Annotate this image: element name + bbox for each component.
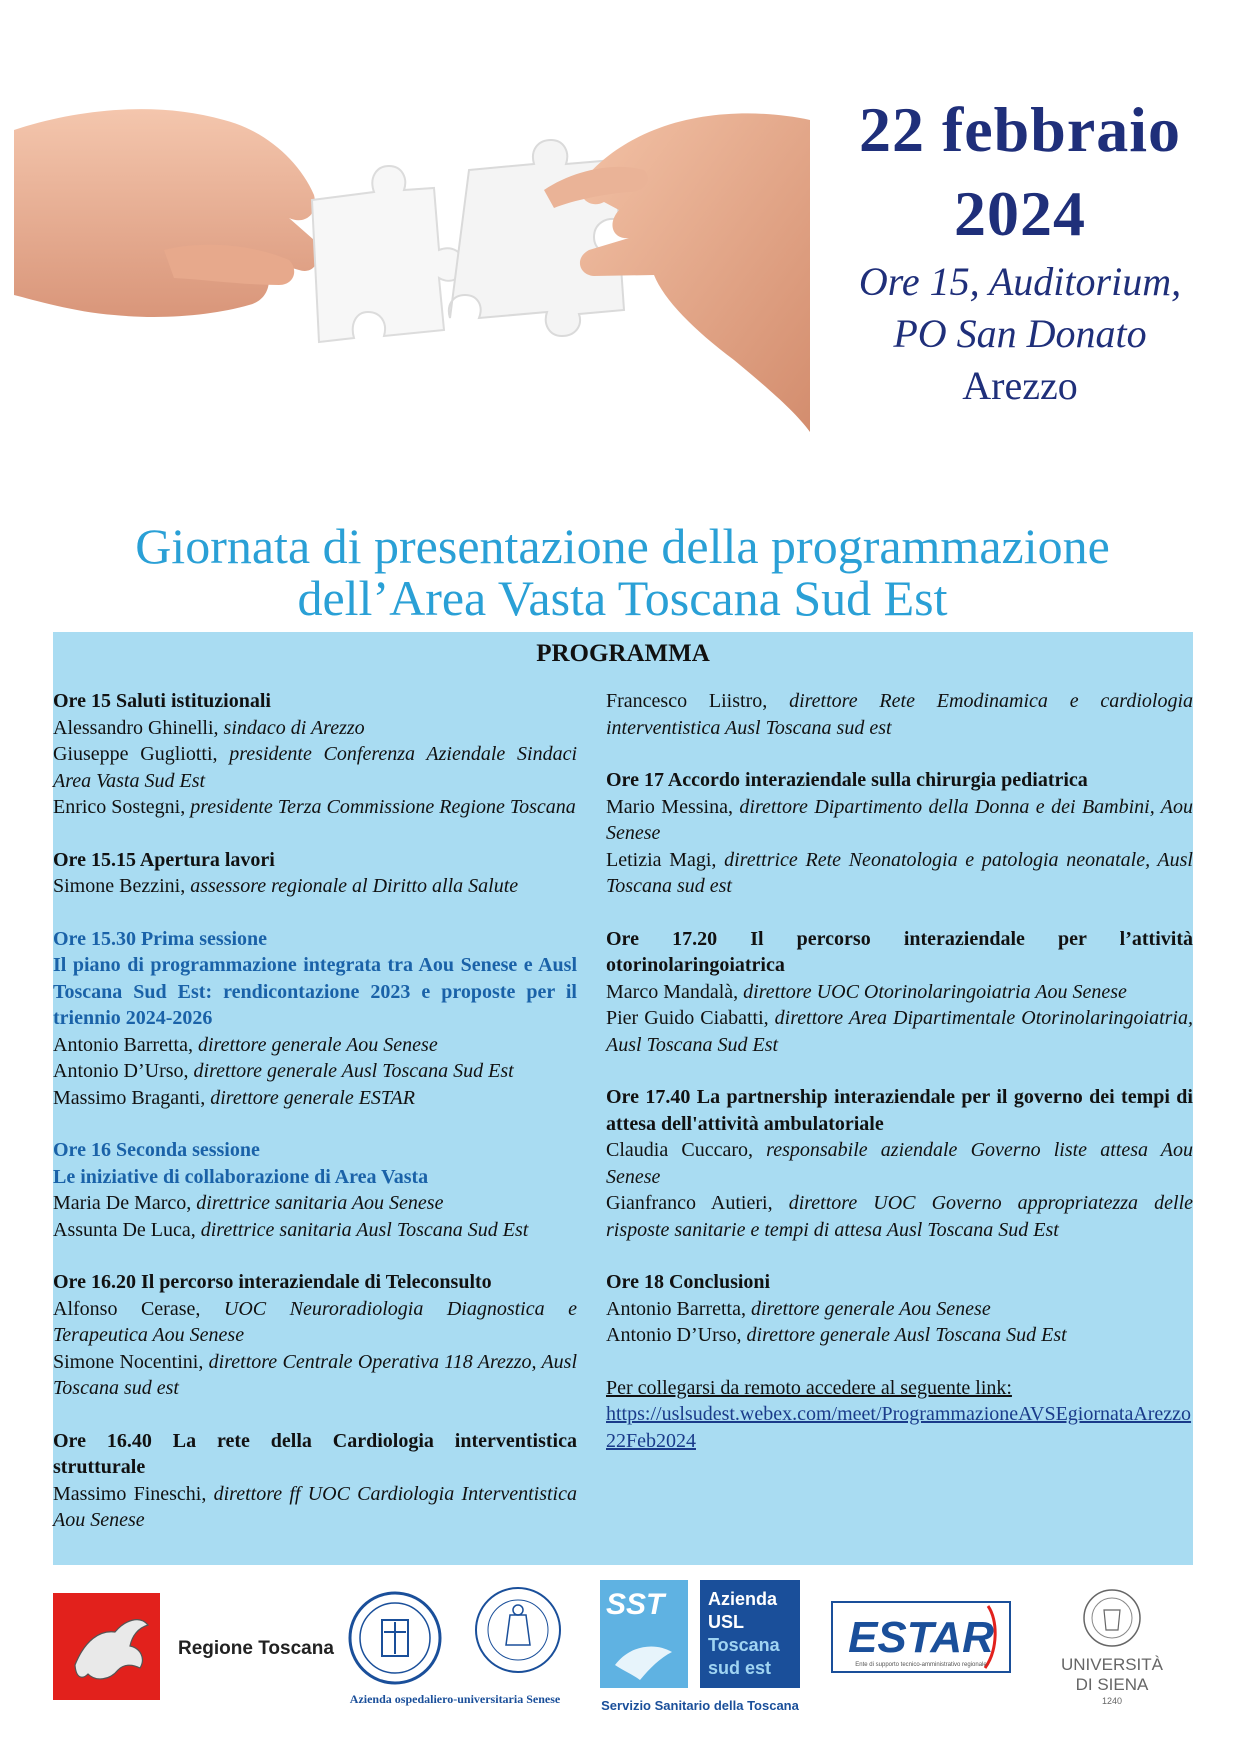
remote-link-url[interactable]: https://uslsudest.webex.com/meet/ProgrammazioneAVSEgiornataArezzo22Feb2024	[606, 1403, 1192, 1452]
speaker-line	[606, 1190, 1193, 1243]
programme-session	[53, 926, 577, 1112]
session-heading: Ore 15 Saluti istituzionali	[53, 690, 271, 712]
speaker-line	[53, 1296, 577, 1349]
estar-caption: Ente di supporto tecnico-amministrativo regionale	[855, 1662, 987, 1668]
speaker-name: Gianfranco Autieri,	[606, 1192, 789, 1214]
speaker-name: Assunta De Luca,	[53, 1218, 201, 1241]
speaker-role: direttrice sanitaria Ausl Toscana Sud Est	[200, 1218, 529, 1241]
sst-caption: Servizio Sanitario della Toscana	[601, 1698, 799, 1713]
speaker-line	[53, 1190, 577, 1217]
page-title	[40, 520, 1205, 624]
session-subheading: Il piano di programmazione integrata tra Aou Senese e Ausl Toscana Sud Est: rendicontazione 2023 e proposte per il triennio 2024-2026	[53, 954, 577, 1029]
session-heading: Ore 17.40 La partnership interaziendale per il governo dei tempi di attesa dell'attività ambulatoriale	[606, 1086, 1193, 1135]
event-city: Arezzo	[962, 363, 1078, 408]
speaker-name: Claudia Cuccaro,	[606, 1139, 767, 1161]
session-heading: Ore 18 Conclusioni	[606, 1271, 771, 1293]
page-title-line2: dell’Area Vasta Toscana Sud Est	[297, 570, 948, 626]
regione-toscana-label: Regione Toscana	[178, 1638, 334, 1659]
speaker-line	[53, 741, 577, 794]
programme-session	[606, 1084, 1193, 1243]
session-heading: Ore 16.20 Il percorso interaziendale di Teleconsulto	[53, 1271, 492, 1293]
puzzle-piece-left	[312, 166, 464, 342]
speaker-name: Simone Nocentini,	[53, 1350, 209, 1373]
speaker-role: direttore ff UOC Cardiologia Interventistica Aou Senese	[53, 1482, 577, 1531]
speaker-name: Antonio D’Urso,	[53, 1060, 194, 1082]
unisi-line-2: DI SIENA	[1075, 1675, 1149, 1694]
programme-session	[53, 1428, 577, 1534]
regione-toscana-logo	[53, 1593, 334, 1700]
programme-session	[53, 1269, 577, 1402]
speaker-role: direttrice sanitaria Aou Senese	[196, 1192, 444, 1214]
speaker-role: direttore UOC Otorinolaringoiatria Aou Senese	[743, 980, 1127, 1003]
speaker-line	[53, 794, 577, 821]
usl-line-3: Toscana	[708, 1635, 780, 1655]
speaker-name: Francesco Liistro,	[606, 690, 790, 712]
programme-session	[606, 926, 1193, 1059]
session-heading: Ore 15.15 Apertura lavori	[53, 848, 275, 871]
speaker-role: direttore Centrale Operativa 118 Arezzo, Ausl Toscana sud est	[53, 1350, 578, 1399]
unisi-year: 1240	[1101, 1696, 1123, 1706]
speaker-name: Antonio D’Urso,	[606, 1324, 747, 1346]
session-heading: Ore 16.40 La rete della Cardiologia interventistica strutturale	[53, 1429, 577, 1478]
universita-siena-logo	[1061, 1590, 1164, 1706]
aou-senese-logo	[350, 1588, 561, 1706]
sst-abbreviation: SST	[606, 1588, 665, 1621]
remote-link-intro: Per collegarsi da remoto accedere al seguente link:	[606, 1376, 1012, 1399]
programme-session	[53, 688, 577, 821]
speaker-name: Giuseppe Gugliotti,	[53, 743, 230, 765]
programme-session	[53, 847, 577, 900]
speaker-line	[53, 1085, 577, 1112]
session-heading: Ore 17 Accordo interaziendale sulla chirurgia pediatrica	[606, 769, 1088, 791]
speaker-line	[606, 688, 1193, 741]
speaker-role: direttrice Rete Neonatologia e patologia neonatale, Ausl Toscana sud est	[606, 848, 1193, 897]
speaker-role: presidente Conferenza Aziendale Sindaci Area Vasta Sud Est	[53, 743, 578, 792]
speaker-line	[53, 873, 577, 900]
speaker-name: Alessandro Ghinelli,	[53, 716, 224, 739]
speaker-line	[53, 1481, 577, 1534]
speaker-name: Mario Messina,	[606, 795, 740, 818]
speaker-line	[606, 1005, 1193, 1058]
session-subheading: Le iniziative di collaborazione di Area Vasta	[53, 1165, 429, 1188]
event-location: PO San Donato	[893, 311, 1147, 356]
speaker-role: direttore generale ESTAR	[210, 1086, 415, 1109]
programme-session	[606, 767, 1193, 900]
speaker-line	[53, 715, 577, 742]
programme-session	[606, 1269, 1193, 1349]
aou-senese-caption: Azienda ospedaliero-universitaria Senese	[349, 1692, 561, 1706]
speaker-role: direttore UOC Governo appropriatezza delle risposte sanitarie e tempi di attesa Ausl Toscana Sud Est	[606, 1192, 1194, 1241]
speaker-name: Massimo Fineschi,	[53, 1482, 214, 1505]
speaker-role: direttore Area Dipartimentale Otorinolaringoiatria, Ausl Toscana Sud Est	[606, 1007, 1193, 1056]
speaker-line	[53, 1349, 577, 1402]
programme-session	[53, 1137, 577, 1243]
speaker-line	[606, 1137, 1193, 1190]
programme-box	[53, 632, 1193, 1565]
speaker-name: Letizia Magi,	[606, 848, 725, 871]
speaker-role: UOC Neuroradiologia Diagnostica e Terapeutica Aou Senese	[53, 1297, 578, 1346]
speaker-name: Maria De Marco,	[53, 1192, 197, 1214]
speaker-role: direttore generale Aou Senese	[750, 1297, 991, 1320]
page-title-line1: Giornata di presentazione della programmazione	[135, 518, 1110, 574]
speaker-line	[606, 847, 1193, 900]
estar-logo	[832, 1602, 1010, 1672]
speaker-name: Alfonso Cerase,	[53, 1297, 224, 1320]
programme-heading: PROGRAMMA	[536, 640, 710, 667]
speaker-line	[606, 979, 1193, 1006]
speaker-line	[53, 1032, 577, 1059]
speaker-name: Marco Mandalà,	[606, 980, 744, 1003]
speaker-line	[606, 1322, 1193, 1349]
speaker-name: Antonio Barretta,	[606, 1297, 751, 1320]
usl-line-4: sud est	[708, 1658, 772, 1678]
speaker-name: Antonio Barretta,	[53, 1033, 198, 1056]
speaker-role: direttore Rete Emodinamica e cardiologia interventistica Ausl Toscana sud est	[606, 690, 1194, 739]
hands-puzzle-image	[14, 100, 810, 432]
usl-line-1: Azienda	[708, 1589, 778, 1609]
speaker-name: Simone Bezzini,	[53, 875, 191, 897]
session-heading: Ore 15.30 Prima sessione	[53, 927, 268, 950]
speaker-line	[606, 794, 1193, 847]
logo-strip	[0, 1570, 1245, 1750]
speaker-role: responsabile aziendale Governo liste attesa Aou Senese	[606, 1139, 1193, 1188]
programme-session	[606, 688, 1193, 741]
programme-right-column	[606, 688, 1193, 1480]
speaker-role: presidente Terza Commissione Regione Toscana	[190, 796, 576, 818]
event-date-block	[840, 88, 1200, 412]
programme-left-column	[53, 688, 577, 1560]
speaker-role: direttore generale Ausl Toscana Sud Est	[193, 1060, 514, 1082]
speaker-name: Massimo Braganti,	[53, 1086, 211, 1109]
speaker-line	[53, 1217, 577, 1244]
estar-wordmark: ESTAR	[848, 1613, 994, 1662]
session-heading: Ore 17.20 Il percorso interaziendale per l’attività otorinolaringoiatrica	[606, 927, 1193, 976]
speaker-name: Pier Guido Ciabatti,	[606, 1007, 775, 1029]
speaker-role: direttore Dipartimento della Donna e dei Bambini, Aou Senese	[606, 795, 1193, 844]
speaker-line	[606, 1296, 1193, 1323]
usl-toscana-sud-est-logo	[600, 1580, 800, 1713]
speaker-name: Enrico Sostegni,	[53, 796, 191, 818]
speaker-role: direttore generale Ausl Toscana Sud Est	[746, 1324, 1067, 1346]
event-year: 2024	[954, 178, 1086, 249]
unisi-line-1: UNIVERSITÀ	[1060, 1655, 1164, 1674]
remote-link-block	[606, 1375, 1193, 1455]
usl-line-2: USL	[708, 1612, 744, 1632]
speaker-line	[53, 1058, 577, 1085]
speaker-role: direttore generale Aou Senese	[197, 1033, 438, 1056]
event-time-venue: Ore 15, Auditorium,	[858, 259, 1182, 304]
speaker-role: assessore regionale al Diritto alla Salute	[190, 875, 519, 897]
speaker-role: sindaco di Arezzo	[223, 716, 365, 739]
session-heading: Ore 16 Seconda sessione	[53, 1139, 260, 1161]
event-date: 22 febbraio	[858, 94, 1182, 165]
